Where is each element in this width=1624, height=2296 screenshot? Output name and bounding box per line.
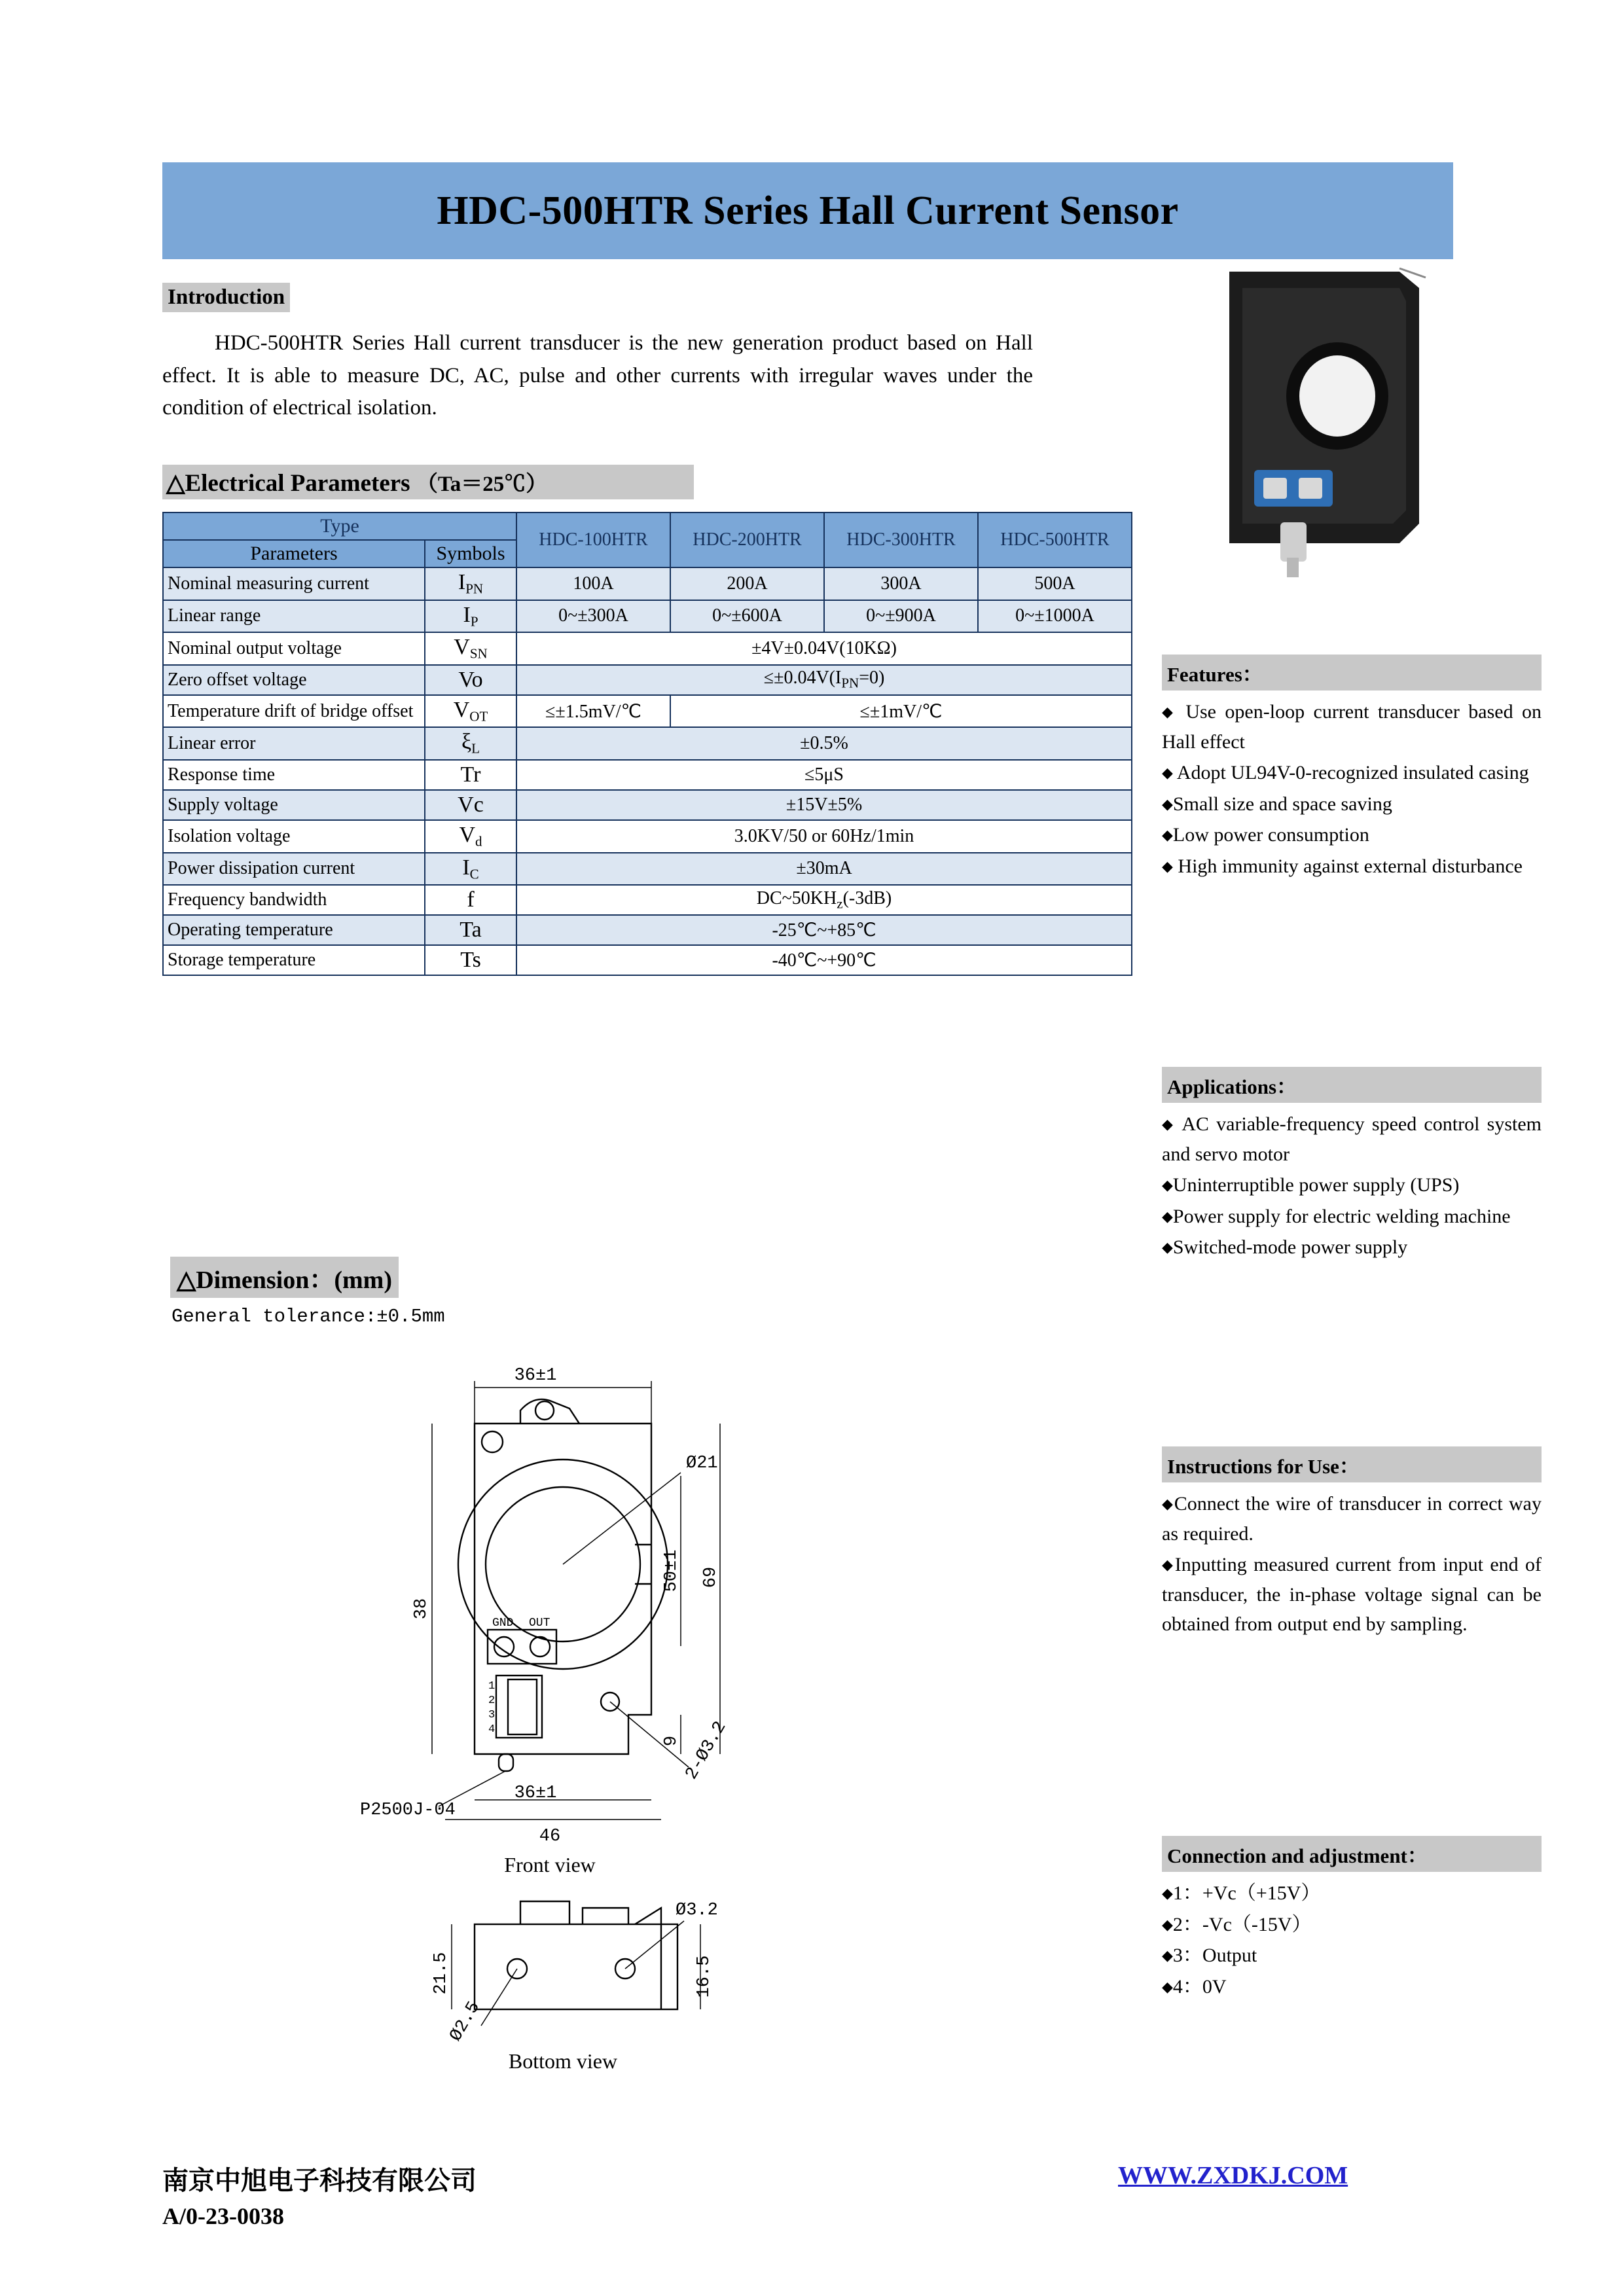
- row-param: Frequency bandwidth: [163, 885, 425, 915]
- row-symbol: f: [425, 885, 516, 915]
- table-row: [163, 695, 1132, 728]
- introduction-heading: Introduction: [162, 283, 290, 312]
- diamond-bullet-icon: ◆: [1162, 857, 1173, 874]
- row-param: Isolation voltage: [163, 820, 425, 853]
- instructions-section: [1162, 1446, 1542, 1641]
- header-type: Type: [163, 512, 516, 540]
- row-param: Power dissipation current: [163, 853, 425, 886]
- list-item: ◆Switched-mode power supply: [1162, 1236, 1408, 1259]
- row-symbol: $I_C$: [425, 853, 516, 886]
- list-item: ◆3：Output: [1162, 1945, 1257, 1967]
- front-view-label: Front view: [504, 1853, 596, 1876]
- row-symbol: Vo: [425, 665, 516, 695]
- table-row: [163, 820, 1132, 853]
- row-param: Linear error: [163, 727, 425, 760]
- connection-heading: Connection and adjustment：: [1162, 1836, 1542, 1872]
- table-row: [163, 567, 1132, 600]
- row-value: $\le\pm 0.04V(I_{PN}=0)$: [516, 665, 1132, 695]
- table-row: [163, 600, 1132, 633]
- diamond-bullet-icon: ◆: [1162, 1177, 1173, 1194]
- row-param: Response time: [163, 760, 425, 790]
- diamond-bullet-icon: ◆: [1162, 827, 1173, 844]
- header-model-1: HDC-100HTR: [516, 512, 670, 567]
- table-row: [163, 727, 1132, 760]
- svg-text:1: 1: [488, 1680, 496, 1693]
- list-item: ◆ Use open-loop current transducer based on Hall effect: [1162, 701, 1542, 753]
- svg-text:4: 4: [488, 1723, 496, 1736]
- row-value: 0~±300A: [516, 600, 670, 633]
- svg-text:3: 3: [488, 1709, 496, 1721]
- introduction-body: HDC-500HTR Series Hall current transducer is the new generation product based on Hall effect. It is able to measure DC, AC, pulse and other currents with irregular waves under the condition of electrical isolation.: [162, 331, 1033, 420]
- row-param: Nominal measuring current: [163, 567, 425, 600]
- row-value: 300A: [824, 567, 978, 600]
- table-header-row-1: [163, 512, 1132, 540]
- row-param: Nominal output voltage: [163, 632, 425, 665]
- footer-document-code: A/0-23-0038: [162, 2203, 284, 2229]
- svg-text:OUT: OUT: [529, 1617, 550, 1630]
- list-item: ◆ AC variable-frequency speed control system and servo motor: [1162, 1113, 1542, 1165]
- svg-text:46: 46: [539, 1827, 561, 1846]
- row-value: 200A: [670, 567, 824, 600]
- table-row: [163, 790, 1132, 820]
- dimension-drawing: [353, 1348, 1113, 2127]
- header-parameters: Parameters: [163, 540, 425, 567]
- list-item: ◆ High immunity against external disturbance: [1162, 855, 1523, 877]
- features-section: [1162, 655, 1542, 883]
- row-value: 0~±600A: [670, 600, 824, 633]
- diamond-bullet-icon: ◆: [1162, 1239, 1173, 1256]
- introduction-heading-wrap: [162, 283, 290, 312]
- table-row: [163, 665, 1132, 695]
- svg-text:P2500J-04: P2500J-04: [360, 1801, 456, 1820]
- svg-text:Ø3.2: Ø3.2: [676, 1901, 718, 1920]
- diamond-bullet-icon: ◆: [1162, 1208, 1173, 1225]
- product-photo: [1203, 262, 1524, 589]
- diamond-bullet-icon: ◆: [1162, 1978, 1173, 1995]
- list-item: ◆2：-Vc（-15V）: [1162, 1913, 1312, 1935]
- list-item: ◆4：0V: [1162, 1975, 1227, 1998]
- applications-heading: Applications：: [1162, 1067, 1542, 1103]
- page-title: HDC-500HTR Series Hall Current Sensor: [437, 188, 1179, 233]
- row-value: -40℃~+90℃: [516, 945, 1132, 975]
- list-item: ◆ Adopt UL94V-0-recognized insulated casing: [1162, 762, 1529, 784]
- row-value: ≤±1mV/℃: [670, 695, 1132, 728]
- list-item: ◆Small size and space saving: [1162, 793, 1392, 815]
- row-symbol: Ts: [425, 945, 516, 975]
- row-param: Temperature drift of bridge offset: [163, 695, 425, 728]
- diamond-bullet-icon: ◆: [1162, 1556, 1175, 1573]
- svg-text:50±1: 50±1: [662, 1549, 681, 1592]
- svg-text:Ø21: Ø21: [686, 1454, 718, 1473]
- diamond-bullet-icon: ◆: [1162, 1885, 1173, 1901]
- list-item: ◆Connect the wire of transducer in correct way as required.: [1162, 1493, 1542, 1545]
- list-item: ◆Uninterruptible power supply (UPS): [1162, 1174, 1460, 1196]
- diamond-bullet-icon: ◆: [1162, 1947, 1173, 1964]
- svg-text:36±1: 36±1: [514, 1366, 557, 1386]
- svg-text:2: 2: [488, 1695, 496, 1707]
- page-title-banner: [162, 162, 1453, 259]
- header-model-3: HDC-300HTR: [824, 512, 978, 567]
- row-value: ≤±1.5mV/℃: [516, 695, 670, 728]
- dimension-heading: △Dimension：(mm): [170, 1257, 399, 1298]
- svg-text:36±1: 36±1: [514, 1784, 557, 1803]
- row-value: ±4V±0.04V(10KΩ): [516, 632, 1132, 665]
- row-value: 100A: [516, 567, 670, 600]
- row-symbol: $I_P$: [425, 600, 516, 633]
- footer-company: 南京中旭电子科技有限公司: [162, 2166, 477, 2195]
- header-model-2: HDC-200HTR: [670, 512, 824, 567]
- features-heading: Features：: [1162, 655, 1542, 691]
- diamond-bullet-icon: ◆: [1162, 1116, 1176, 1132]
- table-row: [163, 885, 1132, 915]
- table-row: [163, 760, 1132, 790]
- connection-list: [1162, 1878, 1542, 2001]
- svg-text:69: 69: [701, 1566, 721, 1588]
- electrical-parameters-heading-main: △Electrical Parameters: [166, 470, 410, 497]
- svg-text:Ø2.5: Ø2.5: [446, 1998, 485, 2045]
- row-param: Linear range: [163, 600, 425, 633]
- row-symbol: $V_d$: [425, 820, 516, 853]
- row-value: -25℃~+85℃: [516, 915, 1132, 945]
- diamond-bullet-icon: ◆: [1162, 1496, 1174, 1512]
- bottom-view-label: Bottom view: [508, 2049, 618, 2073]
- list-item: ◆Low power consumption: [1162, 824, 1369, 846]
- svg-text:9: 9: [662, 1735, 681, 1747]
- row-value: 3.0KV/50 or 60Hz/1min: [516, 820, 1132, 853]
- applications-section: [1162, 1067, 1542, 1264]
- row-value: 0~±900A: [824, 600, 978, 633]
- row-value: ±15V±5%: [516, 790, 1132, 820]
- diamond-bullet-icon: ◆: [1162, 704, 1177, 720]
- svg-text:2-Ø3.2: 2-Ø3.2: [681, 1718, 731, 1784]
- features-list: [1162, 697, 1542, 882]
- row-param: Operating temperature: [163, 915, 425, 945]
- applications-list: [1162, 1109, 1542, 1263]
- row-value: $DC\sim 50KH_z(-3dB)$: [516, 885, 1132, 915]
- table-row: [163, 915, 1132, 945]
- table-row: [163, 945, 1132, 975]
- row-value: 500A: [978, 567, 1132, 600]
- row-symbol: $\xi_L$: [425, 727, 516, 760]
- row-value: ≤5μS: [516, 760, 1132, 790]
- row-symbol: $V_{SN}$: [425, 632, 516, 665]
- instructions-list: [1162, 1489, 1542, 1640]
- row-value: ±0.5%: [516, 727, 1132, 760]
- footer-website-link[interactable]: WWW.ZXDKJ.COM: [1118, 2162, 1348, 2189]
- electrical-parameters-heading: [162, 465, 694, 499]
- diamond-bullet-icon: ◆: [1162, 795, 1173, 812]
- header-model-4: HDC-500HTR: [978, 512, 1132, 567]
- row-value: ±30mA: [516, 853, 1132, 886]
- diamond-bullet-icon: ◆: [1162, 1916, 1173, 1933]
- table-row: [163, 853, 1132, 886]
- row-symbol: $I_{PN}$: [425, 567, 516, 600]
- connection-section: [1162, 1836, 1542, 2003]
- row-param: Storage temperature: [163, 945, 425, 975]
- row-symbol: $V_{OT}$: [425, 695, 516, 728]
- list-item: ◆Inputting measured current from input end of transducer, the in-phase voltage signal can be obtained from output end by sampling.: [1162, 1554, 1542, 1636]
- list-item: ◆1：+Vc（+15V）: [1162, 1882, 1321, 1904]
- row-param: Supply voltage: [163, 790, 425, 820]
- list-item: ◆Power supply for electric welding machine: [1162, 1205, 1511, 1227]
- row-param: Zero offset voltage: [163, 665, 425, 695]
- svg-text:16.5: 16.5: [695, 1955, 714, 1998]
- electrical-parameters-table: [162, 512, 1132, 976]
- row-symbol: Ta: [425, 915, 516, 945]
- header-symbols: Symbols: [425, 540, 516, 567]
- row-symbol: Tr: [425, 760, 516, 790]
- svg-text:GND: GND: [492, 1617, 514, 1630]
- electrical-parameters-heading-condition: （Ta＝25℃）: [416, 473, 548, 496]
- svg-text:38: 38: [412, 1598, 431, 1620]
- diamond-bullet-icon: ◆: [1162, 764, 1173, 781]
- instructions-heading: Instructions for Use：: [1162, 1446, 1542, 1482]
- row-value: 0~±1000A: [978, 600, 1132, 633]
- row-symbol: Vc: [425, 790, 516, 820]
- svg-text:21.5: 21.5: [431, 1952, 451, 1995]
- table-row: [163, 632, 1132, 665]
- dimension-tolerance: General tolerance:±0.5mm: [171, 1306, 445, 1327]
